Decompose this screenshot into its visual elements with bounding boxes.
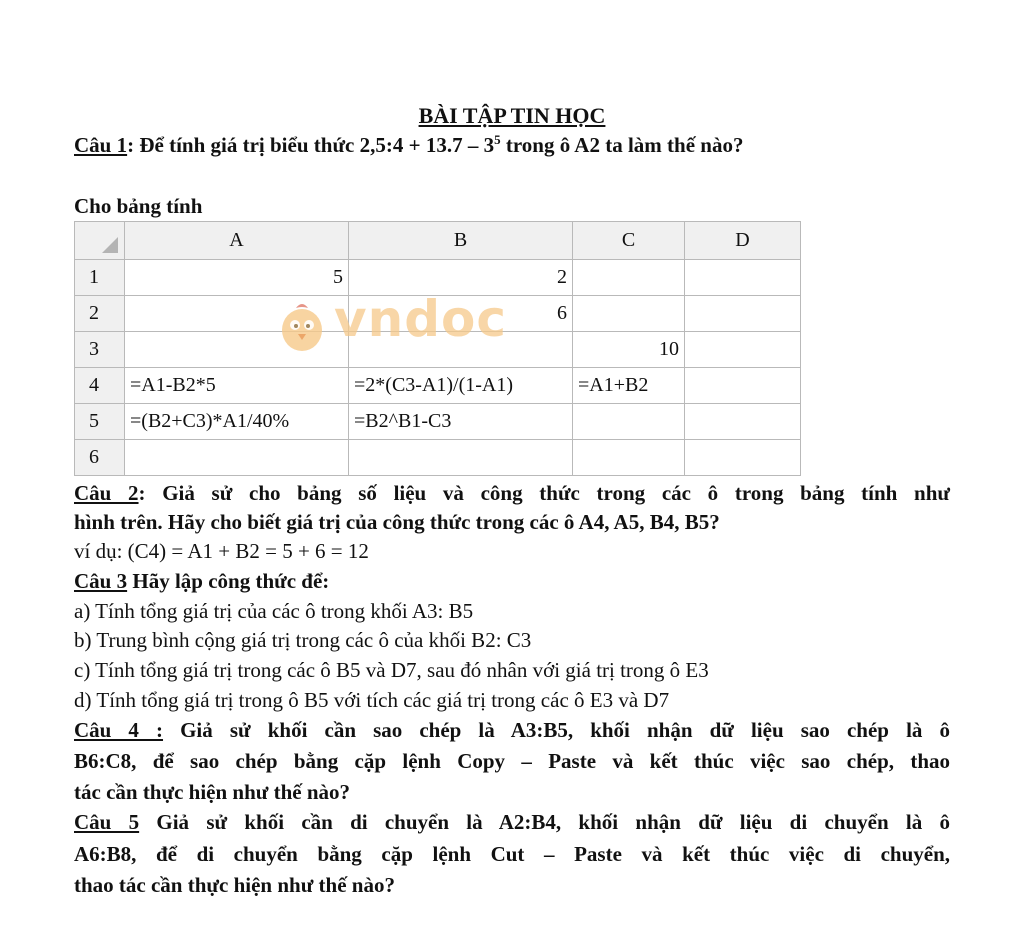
row-header: 1 xyxy=(75,260,125,296)
question-4-label: Câu 4 : xyxy=(74,718,164,742)
cell-b2: 6 xyxy=(349,296,573,332)
cell-b5: =B2^B1-C3 xyxy=(349,404,573,440)
row-header: 5 xyxy=(75,404,125,440)
question-2-label: Câu 2 xyxy=(74,481,139,505)
question-2-line1: : Giả sử cho bảng số liệu và công thức trong các ô trong bảng tính như xyxy=(138,481,950,505)
cell-a5: =(B2+C3)*A1/40% xyxy=(125,404,349,440)
question-1-label: Câu 1 xyxy=(74,133,128,157)
table-caption: Cho bảng tính xyxy=(74,194,203,218)
cell-d5 xyxy=(685,404,801,440)
cell-c5 xyxy=(573,404,685,440)
table-row xyxy=(75,404,801,440)
cell-a6 xyxy=(125,440,349,476)
table-row xyxy=(75,296,801,332)
row-header: 4 xyxy=(75,368,125,404)
cell-d4 xyxy=(685,368,801,404)
column-header-c: C xyxy=(573,222,685,260)
question-5-line3: thao tác cần thực hiện như thế nào? xyxy=(74,873,395,897)
question-3 xyxy=(74,567,329,595)
cell-c6 xyxy=(573,440,685,476)
cell-c2 xyxy=(573,296,685,332)
question-3-label: Câu 3 xyxy=(74,569,128,593)
cell-b1: 2 xyxy=(349,260,573,296)
cell-d6 xyxy=(685,440,801,476)
question-2-line2: hình trên. Hãy cho biết giá trị của công thức trong các ô A4, A5, B4, B5? xyxy=(74,510,720,534)
list-item: b) Trung bình cộng giá trị trong các ô của khối B2: C3 xyxy=(74,628,532,652)
question-1-text-before: : Để tính giá trị biểu thức xyxy=(127,133,360,157)
question-4-line1: Giả sử khối cần sao chép là A3:B5, khối nhận dữ liệu sao chép là ô xyxy=(163,718,950,742)
cell-a3 xyxy=(125,332,349,368)
cell-d2 xyxy=(685,296,801,332)
question-1 xyxy=(74,131,743,159)
table-row xyxy=(75,368,801,404)
question-2-example: ví dụ: (C4) = A1 + B2 = 5 + 6 = 12 xyxy=(74,539,369,563)
row-header: 2 xyxy=(75,296,125,332)
cell-d1 xyxy=(685,260,801,296)
cell-b4: =2*(C3-A1)/(1-A1) xyxy=(349,368,573,404)
cell-c3: 10 xyxy=(573,332,685,368)
question-4-line3: tác cần thực hiện như thế nào? xyxy=(74,780,351,804)
list-item: a) Tính tổng giá trị của các ô trong khối A3: B5 xyxy=(74,599,474,623)
question-2 xyxy=(74,479,950,507)
question-1-exponent: 5 xyxy=(494,132,501,147)
row-header: 3 xyxy=(75,332,125,368)
cell-b3 xyxy=(349,332,573,368)
column-header-b: B xyxy=(349,222,573,260)
cell-a2 xyxy=(125,296,349,332)
row-header: 6 xyxy=(75,440,125,476)
cell-c1 xyxy=(573,260,685,296)
table-row xyxy=(75,440,801,476)
question-5-line1: Giả sử khối cần di chuyển là A2:B4, khối nhận dữ liệu di chuyển là ô xyxy=(139,810,950,834)
select-all-corner xyxy=(75,222,125,260)
table-row xyxy=(75,260,801,296)
question-4-line2: B6:C8, để sao chép bằng cặp lệnh Copy – Paste và kết thúc việc sao chép, thao xyxy=(74,749,950,773)
question-1-expression: 2,5:4 + 13.7 – 3 xyxy=(359,133,495,157)
spreadsheet-table xyxy=(74,221,801,476)
corner-triangle-icon xyxy=(102,237,118,253)
page-title: BÀI TẬP TIN HỌC xyxy=(418,103,606,128)
list-item: c) Tính tổng giá trị trong các ô B5 và D7, sau đó nhân với giá trị trong ô E3 xyxy=(74,658,709,682)
column-header-row xyxy=(75,222,801,260)
question-4-line2-wrap xyxy=(74,747,950,775)
column-header-d: D xyxy=(685,222,801,260)
question-5 xyxy=(74,808,950,836)
question-3-text: Hãy lập công thức để: xyxy=(127,569,330,593)
cell-a1: 5 xyxy=(125,260,349,296)
question-5-label: Câu 5 xyxy=(74,810,140,834)
cell-c4: =A1+B2 xyxy=(573,368,685,404)
question-1-text-after: trong ô A2 ta làm thế nào? xyxy=(500,133,744,157)
table-row xyxy=(75,332,801,368)
watermark-text: vndoc xyxy=(334,290,507,348)
list-item: d) Tính tổng giá trị trong ô B5 với tích các giá trị trong các ô E3 và D7 xyxy=(74,688,670,712)
question-4 xyxy=(74,716,950,744)
cell-d3 xyxy=(685,332,801,368)
question-5-line2-wrap xyxy=(74,840,950,868)
cell-a4: =A1-B2*5 xyxy=(125,368,349,404)
column-header-a: A xyxy=(125,222,349,260)
question-5-line2: A6:B8, để di chuyển bằng cặp lệnh Cut – Paste và kết thúc việc di chuyển, xyxy=(74,842,950,866)
cell-b6 xyxy=(349,440,573,476)
